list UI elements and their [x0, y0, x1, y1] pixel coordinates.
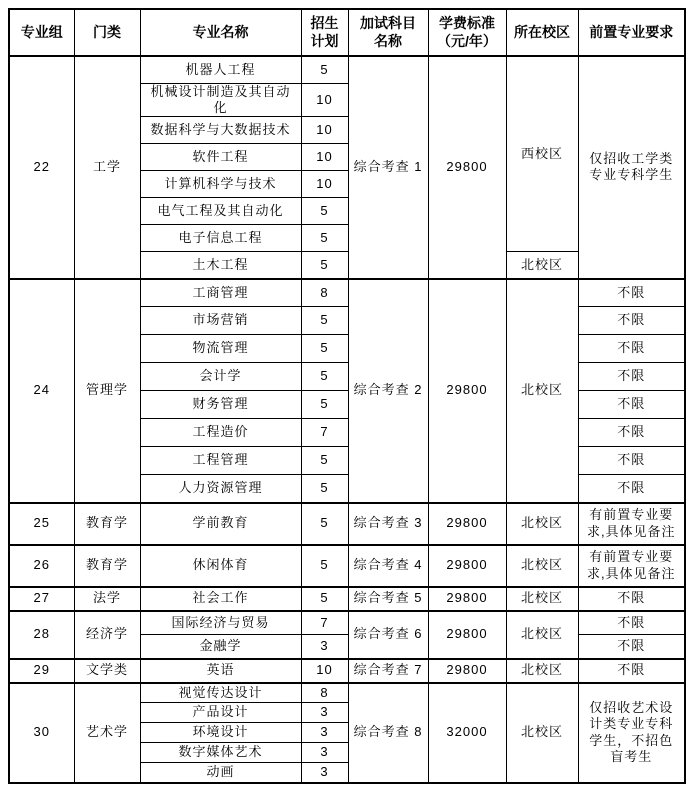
group-id-cell: 30 [9, 683, 74, 783]
exam-cell: 综合考查 1 [348, 56, 428, 279]
requirement-cell: 不限 [578, 475, 685, 503]
plan-cell: 5 [301, 307, 348, 335]
campus-cell: 北校区 [506, 503, 578, 545]
category-cell: 经济学 [74, 611, 140, 659]
requirement-cell: 有前置专业要求,具体见备注 [578, 545, 685, 587]
major-name-cell: 机械设计制造及其自动化 [140, 83, 301, 117]
plan-cell: 3 [301, 703, 348, 723]
major-name-cell: 会计学 [140, 363, 301, 391]
campus-cell: 北校区 [506, 683, 578, 783]
major-name-cell: 数据科学与大数据技术 [140, 117, 301, 144]
major-name-cell: 人力资源管理 [140, 475, 301, 503]
requirement-cell: 不限 [578, 635, 685, 659]
col-header-campus: 所在校区 [506, 9, 578, 56]
major-name-cell: 电子信息工程 [140, 225, 301, 252]
group-id-cell: 29 [9, 659, 74, 683]
campus-cell: 北校区 [506, 611, 578, 659]
requirement-cell: 仅招收艺术设计类专业专科学生，不招色盲考生 [578, 683, 685, 783]
major-name-cell: 社会工作 [140, 587, 301, 611]
major-name-cell: 视觉传达设计 [140, 683, 301, 703]
major-name-cell: 工商管理 [140, 279, 301, 307]
major-name-cell: 学前教育 [140, 503, 301, 545]
table-row [9, 279, 685, 307]
category-cell: 教育学 [74, 545, 140, 587]
plan-cell: 10 [301, 659, 348, 683]
tuition-cell: 29800 [428, 659, 506, 683]
admissions-table [8, 8, 686, 784]
campus-cell: 北校区 [506, 659, 578, 683]
requirement-cell: 不限 [578, 447, 685, 475]
plan-cell: 10 [301, 117, 348, 144]
campus-cell: 北校区 [506, 587, 578, 611]
exam-cell: 综合考查 6 [348, 611, 428, 659]
plan-cell: 8 [301, 279, 348, 307]
plan-cell: 7 [301, 611, 348, 635]
plan-cell: 5 [301, 475, 348, 503]
major-name-cell: 英语 [140, 659, 301, 683]
group-id-cell: 28 [9, 611, 74, 659]
major-name-cell: 市场营销 [140, 307, 301, 335]
tuition-cell: 29800 [428, 545, 506, 587]
category-cell: 教育学 [74, 503, 140, 545]
exam-cell: 综合考查 2 [348, 279, 428, 503]
table-row [9, 545, 685, 587]
category-cell: 文学类 [74, 659, 140, 683]
major-name-cell: 物流管理 [140, 335, 301, 363]
requirement-cell: 不限 [578, 611, 685, 635]
plan-cell: 5 [301, 545, 348, 587]
plan-cell: 7 [301, 419, 348, 447]
plan-cell: 5 [301, 225, 348, 252]
plan-cell: 3 [301, 763, 348, 783]
group-id-cell: 24 [9, 279, 74, 503]
major-name-cell: 金融学 [140, 635, 301, 659]
major-name-cell: 动画 [140, 763, 301, 783]
plan-cell: 5 [301, 56, 348, 83]
campus-cell: 北校区 [506, 279, 578, 503]
requirement-cell: 不限 [578, 391, 685, 419]
requirement-cell: 不限 [578, 307, 685, 335]
plan-cell: 10 [301, 83, 348, 117]
plan-cell: 3 [301, 743, 348, 763]
major-name-cell: 财务管理 [140, 391, 301, 419]
major-name-cell: 电气工程及其自动化 [140, 198, 301, 225]
plan-cell: 5 [301, 447, 348, 475]
requirement-cell: 仅招收工学类专业专科学生 [578, 56, 685, 279]
col-header-category: 门类 [74, 9, 140, 56]
plan-cell: 10 [301, 171, 348, 198]
group-id-cell: 25 [9, 503, 74, 545]
plan-cell: 5 [301, 363, 348, 391]
col-header-plan: 招生计划 [301, 9, 348, 56]
group-id-cell: 26 [9, 545, 74, 587]
col-header-tuition: 学费标准（元/年） [428, 9, 506, 56]
category-cell: 法学 [74, 587, 140, 611]
major-name-cell: 软件工程 [140, 144, 301, 171]
exam-cell: 综合考查 8 [348, 683, 428, 783]
requirement-cell: 有前置专业要求,具体见备注 [578, 503, 685, 545]
major-name-cell: 环境设计 [140, 723, 301, 743]
plan-cell: 5 [301, 391, 348, 419]
major-name-cell: 土木工程 [140, 252, 301, 279]
table-row [9, 683, 685, 703]
exam-cell: 综合考查 7 [348, 659, 428, 683]
exam-cell: 综合考查 4 [348, 545, 428, 587]
major-name-cell: 休闲体育 [140, 545, 301, 587]
col-header-major-name: 专业名称 [140, 9, 301, 56]
requirement-cell: 不限 [578, 335, 685, 363]
major-name-cell: 工程造价 [140, 419, 301, 447]
tuition-cell: 29800 [428, 56, 506, 279]
major-name-cell: 数字媒体艺术 [140, 743, 301, 763]
major-name-cell: 机器人工程 [140, 56, 301, 83]
table-row [9, 503, 685, 545]
tuition-cell: 29800 [428, 279, 506, 503]
exam-cell: 综合考查 5 [348, 587, 428, 611]
group-id-cell: 22 [9, 56, 74, 279]
col-header-major-group: 专业组 [9, 9, 74, 56]
table-row [9, 56, 685, 83]
col-header-exam: 加试科目名称 [348, 9, 428, 56]
plan-cell: 3 [301, 723, 348, 743]
table-row [9, 587, 685, 611]
category-cell: 管理学 [74, 279, 140, 503]
requirement-cell: 不限 [578, 363, 685, 391]
table-row [9, 611, 685, 635]
group-id-cell: 27 [9, 587, 74, 611]
major-name-cell: 计算机科学与技术 [140, 171, 301, 198]
plan-cell: 5 [301, 198, 348, 225]
tuition-cell: 29800 [428, 587, 506, 611]
table-row [9, 659, 685, 683]
plan-cell: 5 [301, 587, 348, 611]
requirement-cell: 不限 [578, 587, 685, 611]
tuition-cell: 29800 [428, 611, 506, 659]
tuition-cell: 29800 [428, 503, 506, 545]
campus-cell: 北校区 [506, 545, 578, 587]
plan-cell: 8 [301, 683, 348, 703]
requirement-cell: 不限 [578, 279, 685, 307]
category-cell: 艺术学 [74, 683, 140, 783]
requirement-cell: 不限 [578, 659, 685, 683]
major-name-cell: 国际经济与贸易 [140, 611, 301, 635]
plan-cell: 10 [301, 144, 348, 171]
major-name-cell: 工程管理 [140, 447, 301, 475]
category-cell: 工学 [74, 56, 140, 279]
tuition-cell: 32000 [428, 683, 506, 783]
campus-cell: 北校区 [506, 252, 578, 279]
campus-cell: 西校区 [506, 56, 578, 252]
header-row [9, 9, 685, 56]
plan-cell: 5 [301, 252, 348, 279]
plan-cell: 5 [301, 503, 348, 545]
plan-cell: 3 [301, 635, 348, 659]
major-name-cell: 产品设计 [140, 703, 301, 723]
requirement-cell: 不限 [578, 419, 685, 447]
col-header-requirement: 前置专业要求 [578, 9, 685, 56]
plan-cell: 5 [301, 335, 348, 363]
exam-cell: 综合考查 3 [348, 503, 428, 545]
